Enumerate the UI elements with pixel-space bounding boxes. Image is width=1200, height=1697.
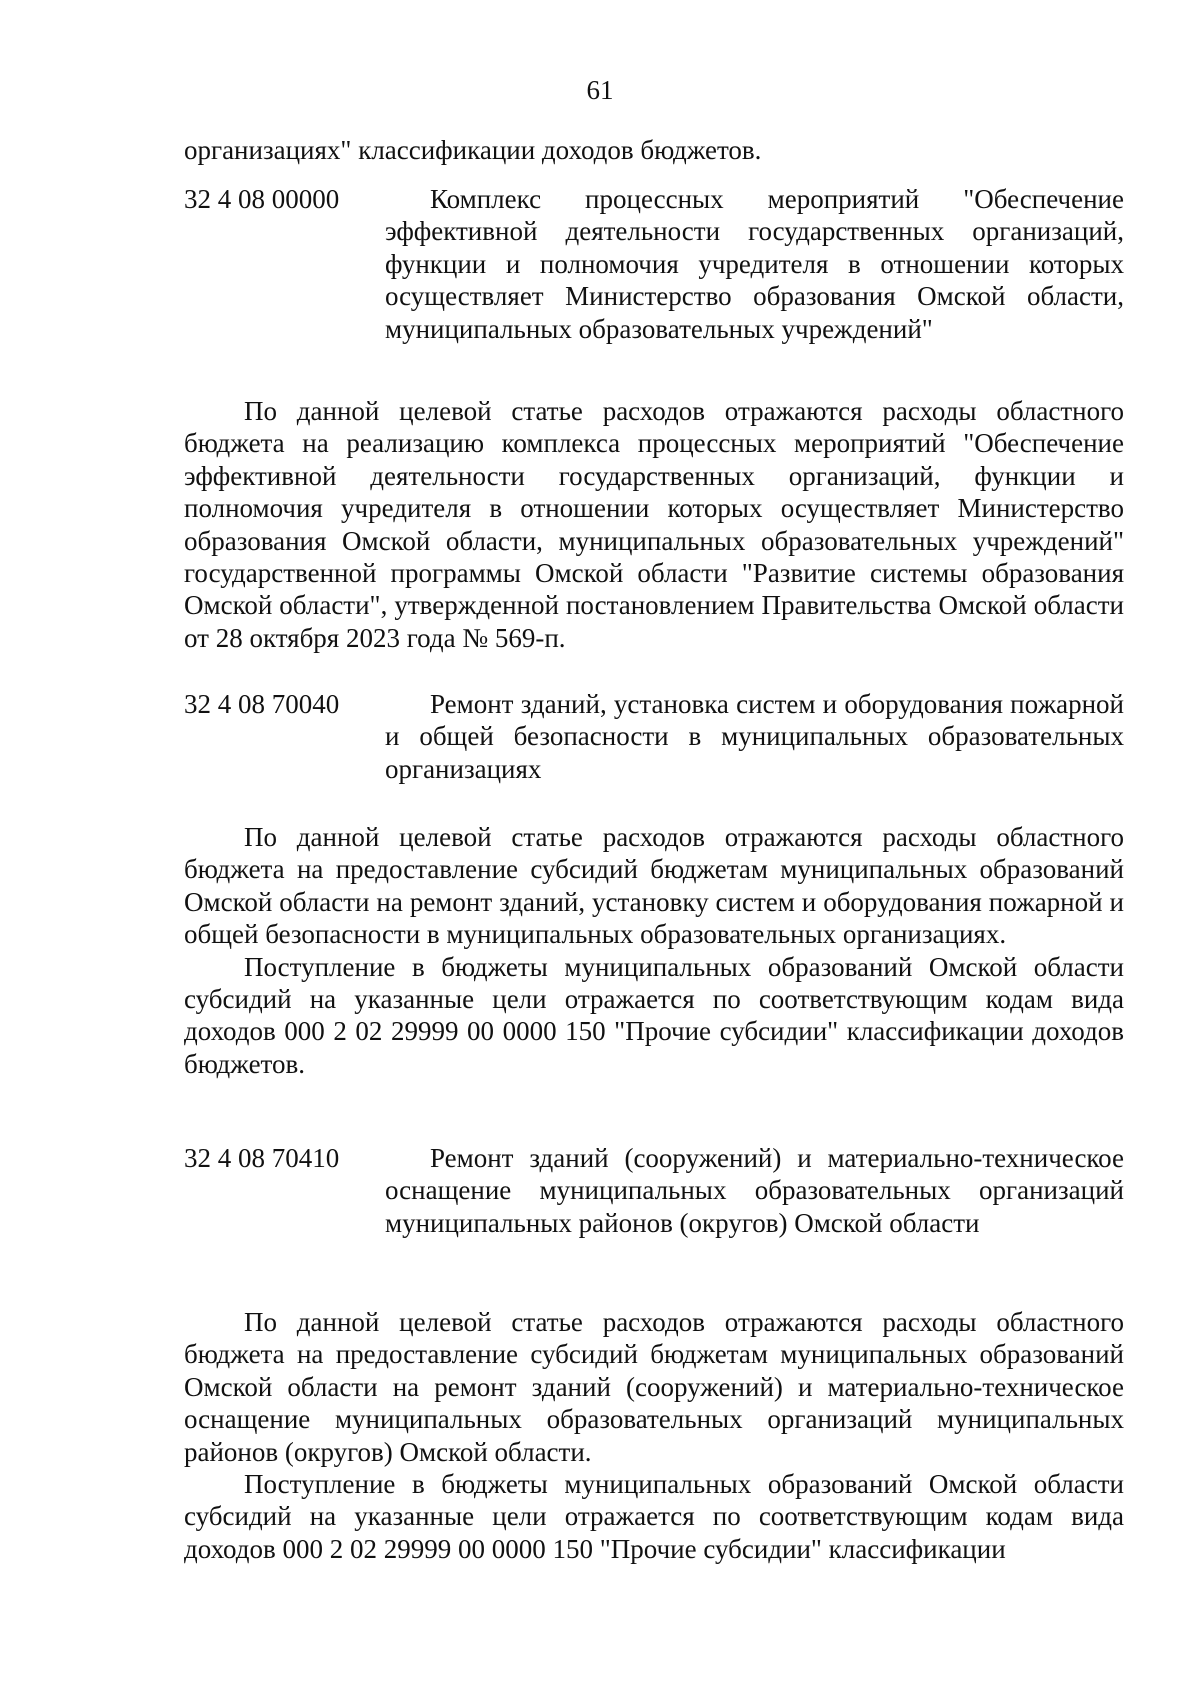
description-paragraph: По данной целевой статье расходов отражаются расходы областного бюджета на предоставление субсидий бюджетам муниципальных образований Омской области на ремонт зданий (сооружений) и материально-техническое оснащение муниципальных образовательных организаций муниципальных районов (округов) Омской области. — [184, 1307, 1124, 1467]
entry-code: 32 4 08 70410 — [184, 1143, 340, 1173]
entry-title: Ремонт зданий (сооружений) и материально-техническое оснащение муниципальных образовательных организаций муниципальных районов (округов) Омской области — [385, 1143, 1124, 1238]
description-paragraph: По данной целевой статье расходов отражаются расходы областного бюджета на предоставление субсидий бюджетам муниципальных образований Омской области на ремонт зданий, установку систем и оборудования пожарной и общей безопасности в муниципальных образовательных организациях. — [184, 822, 1124, 950]
description-paragraph: Поступление в бюджеты муниципальных образований Омской области субсидий на указанные цели отражается по соответствующим кодам вида доходов 000 2 02 29999 00 0000 150 "Прочие субсидии" классификации — [184, 1469, 1124, 1564]
page-number: 61 — [586, 75, 614, 105]
entry-title: Ремонт зданий, установка систем и оборудования пожарной и общей безопасности в муниципальных образовательных организациях — [385, 689, 1124, 784]
entry-code: 32 4 08 00000 — [184, 184, 340, 214]
entry-code: 32 4 08 70040 — [184, 689, 340, 719]
description-paragraph: По данной целевой статье расходов отражаются расходы областного бюджета на реализацию комплекса процессных мероприятий "Обеспечение эффективной деятельности государственных организаций, функции и полномочия учредителя в отношении которых осуществляет Министерство образования Омской области, муниципальных образовательных учреждений" государственной программы Омской области "Развитие системы образования Омской области", утвержденной постановлением Правительства Омской области от 28 октября 2023 года № 569-п. — [184, 396, 1124, 653]
description-paragraph: Поступление в бюджеты муниципальных образований Омской области субсидий на указанные цели отражается по соответствующим кодам вида доходов 000 2 02 29999 00 0000 150 "Прочие субсидии" классификации доходов бюджетов. — [184, 951, 1124, 1079]
entry-description — [184, 1306, 1124, 1565]
entry-title: Комплекс процессных мероприятий "Обеспечение эффективной деятельности государственных организаций, функции и полномочия учредителя в отношении которых осуществляет Министерство образования Омской области, муниципальных образовательных учреждений" — [385, 184, 1124, 344]
entry-description — [184, 395, 1124, 654]
continuation-text — [184, 134, 1124, 166]
continuation-paragraph: организациях" классификации доходов бюджетов. — [184, 135, 762, 165]
entry-description — [184, 821, 1124, 1080]
